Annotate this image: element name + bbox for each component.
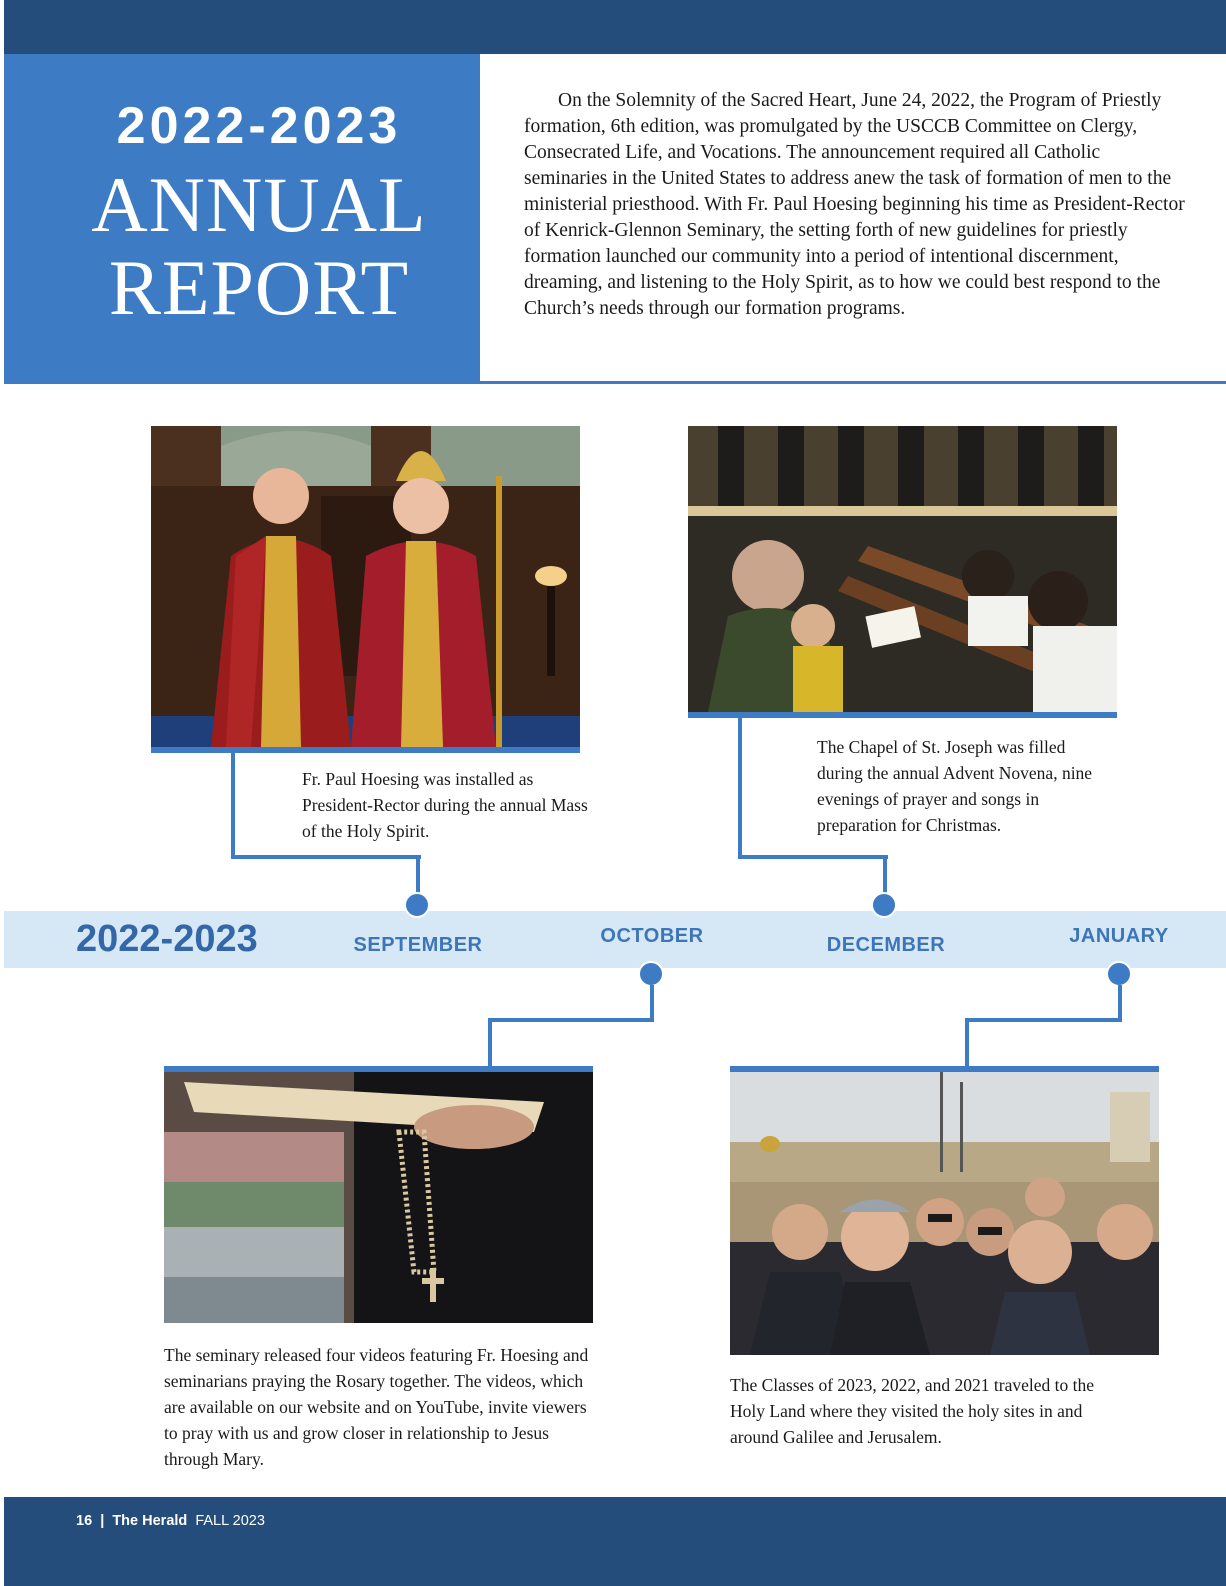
timeline-dot-october — [638, 961, 664, 987]
title-report: REPORT — [108, 244, 410, 331]
photo-installation — [151, 426, 580, 747]
caption-september: Fr. Paul Hoesing was installed as President-Rector during the annual Mass of the Holy Spirit. — [302, 769, 588, 841]
timeline-year: 2022-2023 — [76, 918, 258, 960]
title-years: 2022-2023 — [116, 97, 402, 155]
timeline-dot-september — [404, 892, 430, 918]
connector — [231, 753, 235, 859]
connector — [650, 985, 654, 1022]
publication-name: The Herald — [112, 1513, 188, 1529]
connector — [883, 855, 887, 895]
connector — [965, 1018, 969, 1066]
month-january: JANUARY — [1069, 925, 1169, 947]
top-bar — [4, 0, 1226, 54]
footer-bar — [4, 1497, 1226, 1586]
caption-december: The Chapel of St. Joseph was filled during the annual Advent Novena, nine evenings of prayer and songs in preparation for Christmas. — [817, 737, 1093, 835]
timeline-dot-january — [1106, 961, 1132, 987]
month-october: OCTOBER — [600, 925, 704, 947]
month-september: SEPTEMBER — [353, 934, 483, 956]
photo-rosary — [164, 1072, 593, 1323]
title-annual: ANNUAL — [91, 161, 427, 248]
footer-separator: | — [100, 1513, 105, 1529]
photo-installation-rule — [151, 747, 580, 753]
connector — [488, 1018, 492, 1066]
issue-label: FALL 2023 — [195, 1513, 265, 1529]
footer — [76, 1513, 265, 1529]
timeline-dot-december — [871, 892, 897, 918]
caption-january: The Classes of 2023, 2022, and 2021 traveled to the Holy Land where they visited the holy sites in and around Galilee and Jerusalem. — [730, 1375, 1095, 1447]
photo-chapel-novena — [688, 426, 1117, 712]
connector — [965, 1018, 1122, 1022]
caption-october: The seminary released four videos featuring Fr. Hoesing and seminarians praying the Rosary together. The videos, which are available on our website and on YouTube, invite viewers to pray with us and grow closer in relationship to Jesus through Mary. — [164, 1345, 589, 1469]
photo-chapel-rule — [688, 712, 1117, 718]
intro-paragraph: On the Solemnity of the Sacred Heart, June 24, 2022, the Program of Priestly formation, 6th edition, was promulgated by the USCCB Committee on Clergy, Consecrated Life, and Vocations. The announcement required all Catholic seminaries in the United States to address anew the task of formation of men to the ministerial priesthood. With Fr. Paul Hoesing beginning his time as President-Rector of Kenrick-Glennon Seminary, the setting forth of new guidelines for priestly formation launched our community into a period of intentional discernment, dreaming, and listening to the Holy Spirit, as to how we could best respond to the Church’s needs through our formation programs. — [524, 90, 1185, 319]
connector — [738, 718, 742, 859]
connector — [738, 855, 888, 859]
connector — [416, 855, 420, 895]
connector — [231, 855, 421, 859]
intro-divider — [480, 381, 1226, 384]
connector — [488, 1018, 654, 1022]
month-december: DECEMBER — [826, 934, 946, 956]
page-number: 16 — [76, 1513, 93, 1529]
photo-holy-land — [730, 1072, 1159, 1355]
connector — [1118, 985, 1122, 1022]
